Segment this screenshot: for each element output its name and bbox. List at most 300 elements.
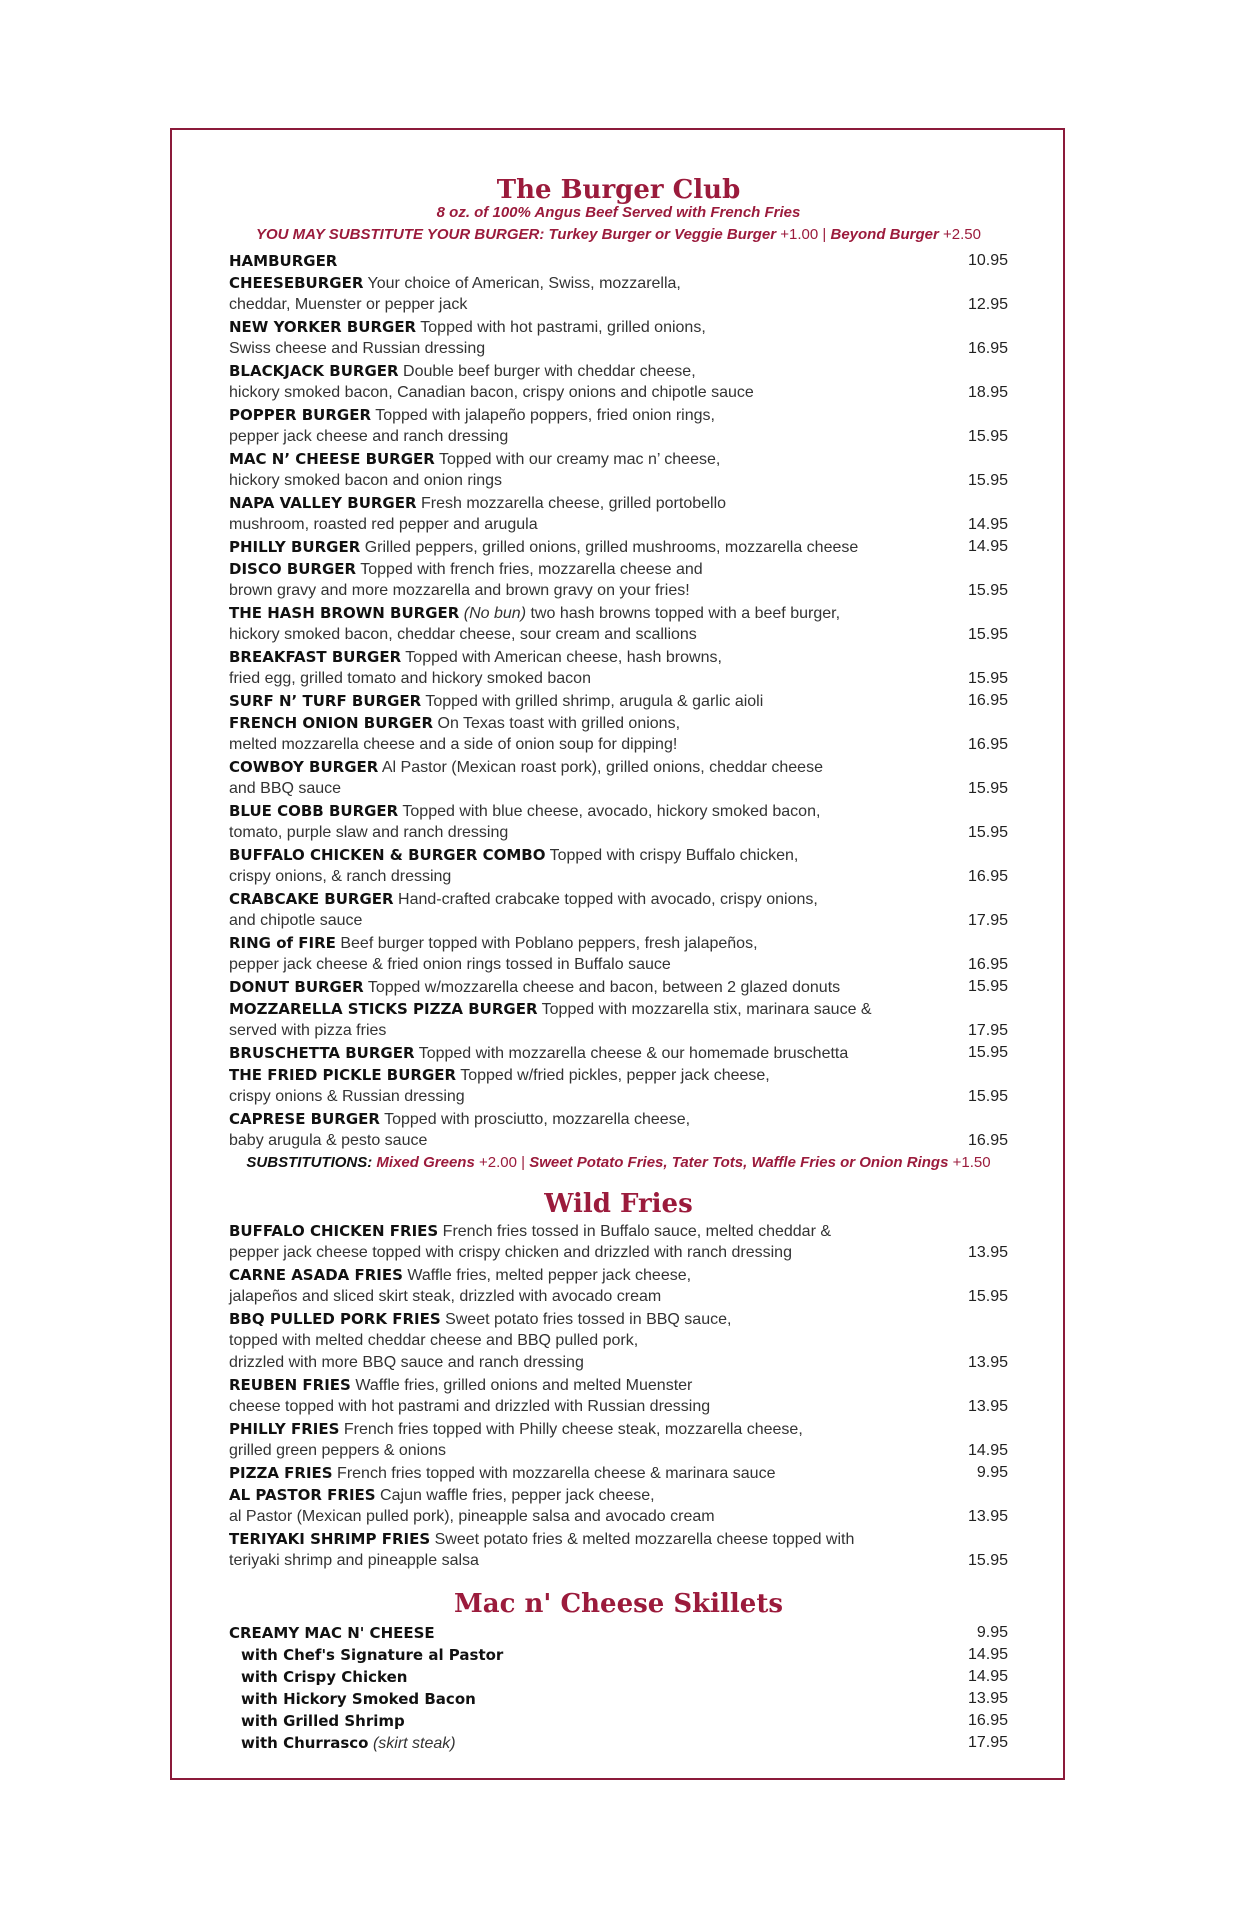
mac-option-text xyxy=(241,1732,456,1755)
fries-price: +1.50 xyxy=(952,1154,991,1171)
menu-item-text xyxy=(229,646,722,669)
menu-item-line xyxy=(229,492,1008,514)
menu-item-desc: mushroom, roasted red pepper and arugula xyxy=(229,516,538,533)
menu-item-price: 15.95 xyxy=(967,428,1008,445)
mac-option-line xyxy=(229,1710,1008,1732)
menu-item-line xyxy=(229,1108,1008,1130)
menu-item-name: HAMBURGER xyxy=(229,252,338,270)
menu-item xyxy=(229,1108,1008,1152)
menu-item-name: CHEESEBURGER xyxy=(229,274,364,292)
menu-item-name: AL PASTOR FRIES xyxy=(229,1486,376,1504)
menu-item-text xyxy=(229,1064,770,1087)
menu-item xyxy=(229,932,1008,976)
menu-item-text xyxy=(229,1330,638,1352)
mac-option-note: (skirt steak) xyxy=(372,1735,456,1752)
menu-item-name: BRUSCHETTA BURGER xyxy=(229,1044,415,1062)
menu-item-text xyxy=(229,602,840,625)
mac-option-text xyxy=(241,1688,476,1711)
menu-item-desc: brown gravy and more mozzarella and brown gravy on your fries! xyxy=(229,582,690,599)
menu-item-text xyxy=(229,1220,831,1243)
menu-item-price: 13.95 xyxy=(967,1354,1008,1371)
menu-item-line xyxy=(229,448,1008,470)
menu-item-text xyxy=(229,250,337,273)
menu-item-price: 16.95 xyxy=(967,1132,1008,1149)
menu-item-name: PHILLY FRIES xyxy=(229,1420,340,1438)
menu-item-price: 15.95 xyxy=(967,582,1008,599)
menu-item-price: 17.95 xyxy=(967,912,1008,929)
menu-item-line xyxy=(229,646,1008,668)
menu-item-name: THE FRIED PICKLE BURGER xyxy=(229,1066,457,1084)
menu-item xyxy=(229,558,1008,602)
menu-item-line xyxy=(229,1418,1008,1440)
menu-item-line xyxy=(229,1550,1008,1572)
mac-option xyxy=(229,1688,1008,1710)
menu-item-text xyxy=(229,272,681,295)
menu-item-line xyxy=(229,602,1008,624)
menu-item-text xyxy=(229,888,818,911)
menu-item xyxy=(229,1308,1008,1374)
menu-item-text xyxy=(229,1440,446,1462)
beyond-price: +2.50 xyxy=(943,226,981,243)
menu-item xyxy=(229,602,1008,646)
menu-item-name: TERIYAKI SHRIMP FRIES xyxy=(229,1530,431,1548)
mac-option-text xyxy=(241,1644,503,1667)
menu-item-text xyxy=(229,1528,854,1551)
menu-item-text xyxy=(229,360,696,383)
menu-item-text xyxy=(229,1242,792,1264)
menu-item xyxy=(229,646,1008,690)
menu-item xyxy=(229,1374,1008,1418)
menu-item-price: 15.95 xyxy=(967,1088,1008,1105)
menu-item-price: 15.95 xyxy=(967,780,1008,797)
menu-item-desc: Fresh mozzarella cheese, grilled portobello xyxy=(416,495,727,512)
menu-item xyxy=(229,1528,1008,1572)
menu-item-line xyxy=(229,822,1008,844)
menu-item-line xyxy=(229,734,1008,756)
menu-item-price: 14.95 xyxy=(967,1442,1008,1459)
menu-item-line xyxy=(229,404,1008,426)
fries-label: Sweet Potato Fries, Tater Tots, Waffle Fries or Onion Rings xyxy=(529,1154,949,1171)
menu-item-text xyxy=(229,1462,775,1485)
menu-item xyxy=(229,360,1008,404)
menu-item-text xyxy=(229,866,451,888)
separator: | xyxy=(521,1154,526,1171)
mac-option-price: 14.95 xyxy=(967,1668,1008,1685)
menu-item xyxy=(229,448,1008,492)
menu-item-price: 16.95 xyxy=(967,956,1008,973)
mac-option-price: 17.95 xyxy=(967,1734,1008,1751)
mac-option-name: with Churrasco xyxy=(241,1734,369,1752)
menu-item-text xyxy=(229,426,508,448)
menu-item-name: RING of FIRE xyxy=(229,934,336,952)
mac-option-name: with Grilled Shrimp xyxy=(241,1712,405,1730)
mac-base-price: 9.95 xyxy=(976,1624,1008,1641)
burger-club-title: The Burger Club xyxy=(496,175,741,205)
menu-item-line xyxy=(229,1528,1008,1550)
menu-item-line xyxy=(229,976,1008,998)
menu-item-line xyxy=(229,954,1008,976)
menu-item-text xyxy=(229,1308,731,1331)
menu-item-text xyxy=(229,668,591,690)
menu-item-text xyxy=(229,382,754,404)
menu-item-line xyxy=(229,1242,1008,1264)
menu-item-line xyxy=(229,316,1008,338)
menu-item-text xyxy=(229,1020,386,1042)
menu-item-name: BBQ PULLED PORK FRIES xyxy=(229,1310,441,1328)
menu-item-text xyxy=(229,1264,691,1287)
menu-item-desc: Topped with hot pastrami, grilled onions, xyxy=(416,319,706,336)
menu-item-desc: French fries tossed in Buffalo sauce, melted cheddar & xyxy=(438,1223,832,1240)
menu-item-text xyxy=(229,1086,465,1108)
menu-item-desc: topped with melted cheddar cheese and BBQ pulled pork, xyxy=(229,1332,639,1349)
menu-item-line xyxy=(229,1020,1008,1042)
menu-item-desc: and BBQ sauce xyxy=(229,780,342,797)
menu-item-name: REUBEN FRIES xyxy=(229,1376,351,1394)
menu-item-desc: hickory smoked bacon, Canadian bacon, crispy onions and chipotle sauce xyxy=(229,384,754,401)
menu-item-line xyxy=(229,932,1008,954)
menu-item xyxy=(229,536,1008,558)
menu-item xyxy=(229,712,1008,756)
menu-item-name: BREAKFAST BURGER xyxy=(229,648,402,666)
menu-item-line xyxy=(229,470,1008,492)
menu-item-text xyxy=(229,712,680,735)
menu-item-desc: Sweet potato fries & melted mozzarella cheese topped with xyxy=(430,1531,855,1548)
menu-item xyxy=(229,888,1008,932)
menu-item xyxy=(229,404,1008,448)
menu-item-price: 10.95 xyxy=(967,252,1008,269)
menu-item-desc: fried egg, grilled tomato and hickory smoked bacon xyxy=(229,670,591,687)
menu-item-desc: French fries topped with Philly cheese steak, mozzarella cheese, xyxy=(339,1421,803,1438)
menu-item-desc: Grilled peppers, grilled onions, grilled mushrooms, mozzarella cheese xyxy=(360,539,859,556)
menu-item-desc: tomato, purple slaw and ranch dressing xyxy=(229,824,509,841)
menu-item-name: CAPRESE BURGER xyxy=(229,1110,380,1128)
menu-item-desc: al Pastor (Mexican pulled pork), pineapple salsa and avocado cream xyxy=(229,1508,715,1525)
mac-option-name: with Crispy Chicken xyxy=(241,1668,408,1686)
menu-item-line xyxy=(229,756,1008,778)
menu-item xyxy=(229,756,1008,800)
menu-item xyxy=(229,250,1008,272)
mac-option-line xyxy=(229,1688,1008,1710)
menu-item-line xyxy=(229,712,1008,734)
menu-item-line xyxy=(229,1264,1008,1286)
menu-item-text xyxy=(229,536,858,559)
mac-option-price: 16.95 xyxy=(967,1712,1008,1729)
menu-item-desc: hickory smoked bacon and onion rings xyxy=(229,472,503,489)
menu-item-name: FRENCH ONION BURGER xyxy=(229,714,434,732)
menu-item-line xyxy=(229,1506,1008,1528)
menu-item-line xyxy=(229,1308,1008,1330)
menu-item-line xyxy=(229,1396,1008,1418)
menu-item xyxy=(229,1220,1008,1264)
menu-item-desc: crispy onions & Russian dressing xyxy=(229,1088,465,1105)
menu-item-text xyxy=(229,294,467,316)
menu-item-name: PIZZA FRIES xyxy=(229,1464,333,1482)
menu-item-name: BUFFALO CHICKEN & BURGER COMBO xyxy=(229,846,546,864)
turkey-price: +1.00 xyxy=(780,226,819,243)
menu-item xyxy=(229,1264,1008,1308)
menu-item-text xyxy=(229,580,690,602)
menu-item-desc: Topped with french fries, mozzarella cheese and xyxy=(356,561,703,578)
menu-item-name: SURF N’ TURF BURGER xyxy=(229,692,422,710)
menu-item-name: BLACKJACK BURGER xyxy=(229,362,399,380)
mac-base-line xyxy=(229,1622,1008,1644)
menu-item-line xyxy=(229,382,1008,404)
menu-item-text xyxy=(229,1352,584,1374)
menu-item xyxy=(229,998,1008,1042)
mac-option-text xyxy=(241,1710,405,1733)
menu-item-text xyxy=(229,800,820,823)
menu-item-text xyxy=(229,338,485,360)
menu-item-desc: Al Pastor (Mexican roast pork), grilled onions, cheddar cheese xyxy=(378,759,823,776)
menu-item-line xyxy=(229,844,1008,866)
menu-item-desc: Double beef burger with cheddar cheese, xyxy=(398,363,696,380)
menu-item-name: BLUE COBB BURGER xyxy=(229,802,399,820)
mac-base-name: CREAMY MAC N' CHEESE xyxy=(229,1624,435,1642)
menu-item-desc: Your choice of American, Swiss, mozzarella, xyxy=(363,275,681,292)
greens-label: Mixed Greens xyxy=(376,1154,475,1171)
menu-item-desc: served with pizza fries xyxy=(229,1022,387,1039)
menu-item-price: 15.95 xyxy=(967,670,1008,687)
menu-item-line xyxy=(229,580,1008,602)
menu-item-line xyxy=(229,998,1008,1020)
menu-item xyxy=(229,1462,1008,1484)
menu-item-text xyxy=(229,1042,848,1065)
mac-base-text xyxy=(229,1622,435,1645)
menu-item-desc: Hand-crafted crabcake topped with avocado, crispy onions, xyxy=(393,891,818,908)
menu-item-name: NAPA VALLEY BURGER xyxy=(229,494,417,512)
menu-item-desc: melted mozzarella cheese and a side of onion soup for dipping! xyxy=(229,736,678,753)
menu-item-name: DONUT BURGER xyxy=(229,978,364,996)
menu-item xyxy=(229,1064,1008,1108)
mac-option xyxy=(229,1666,1008,1688)
mac-option-line xyxy=(229,1666,1008,1688)
greens-price: +2.00 xyxy=(478,1154,517,1171)
menu-item-line xyxy=(229,690,1008,712)
mac-option xyxy=(229,1644,1008,1666)
menu-item-text xyxy=(229,976,840,999)
substitutions-note xyxy=(189,1154,1048,1172)
menu-item-name: DISCO BURGER xyxy=(229,560,357,578)
menu-item-line xyxy=(229,800,1008,822)
wild-fries-title: Wild Fries xyxy=(544,1189,693,1219)
menu-item-name: MAC N’ CHEESE BURGER xyxy=(229,450,435,468)
menu-item-desc: Topped with jalapeño poppers, fried onion rings, xyxy=(371,407,715,424)
menu-item-price: 15.95 xyxy=(967,626,1008,643)
menu-item-line xyxy=(229,624,1008,646)
menu-item-desc: two hash browns topped with a beef burger, xyxy=(526,605,841,622)
menu-item-desc: Waffle fries, melted pepper jack cheese, xyxy=(402,1267,692,1284)
menu-item-text xyxy=(229,492,726,515)
menu-item-line xyxy=(229,338,1008,360)
menu-item-desc: baby arugula & pesto sauce xyxy=(229,1132,428,1149)
menu-item-price: 15.95 xyxy=(967,1288,1008,1305)
menu-item-price: 15.95 xyxy=(967,1044,1008,1061)
menu-item-desc: Topped w/fried pickles, pepper jack cheese, xyxy=(456,1067,770,1084)
menu-item-text xyxy=(229,1374,692,1397)
menu-item-text xyxy=(229,910,362,932)
menu-item-line xyxy=(229,1042,1008,1064)
menu-item-text xyxy=(229,404,715,427)
menu-item-desc: Waffle fries, grilled onions and melted Muenster xyxy=(350,1377,693,1394)
menu-item-line xyxy=(229,866,1008,888)
menu-item-price: 18.95 xyxy=(967,384,1008,401)
menu-item-desc: cheese topped with hot pastrami and drizzled with Russian dressing xyxy=(229,1398,711,1415)
menu-item-desc: Topped with blue cheese, avocado, hickory smoked bacon, xyxy=(398,803,821,820)
menu-item-text xyxy=(229,998,872,1021)
menu-item-desc: Topped with mozzarella cheese & our homemade bruschetta xyxy=(414,1045,849,1062)
mac-option-price: 13.95 xyxy=(967,1690,1008,1707)
menu-item-desc: hickory smoked bacon, cheddar cheese, sour cream and scallions xyxy=(229,626,697,643)
menu-item-name: THE HASH BROWN BURGER xyxy=(229,604,460,622)
menu-item-name: BUFFALO CHICKEN FRIES xyxy=(229,1222,439,1240)
menu-item-line xyxy=(229,558,1008,580)
menu-item-line xyxy=(229,1440,1008,1462)
menu-item-price: 14.95 xyxy=(967,538,1008,555)
menu-item-desc: pepper jack cheese & fried onion rings tossed in Buffalo sauce xyxy=(229,956,671,973)
menu-item-desc: Cajun waffle fries, pepper jack cheese, xyxy=(375,1487,655,1504)
mac-option xyxy=(229,1710,1008,1732)
menu-item-line xyxy=(229,1374,1008,1396)
menu-item-line xyxy=(229,1086,1008,1108)
menu-item-desc: Sweet potato fries tossed in BBQ sauce, xyxy=(440,1311,732,1328)
menu-item-text xyxy=(229,1396,710,1418)
menu-item-desc: Topped with American cheese, hash browns, xyxy=(401,649,722,666)
menu-item-text xyxy=(229,1506,715,1528)
menu-item-line xyxy=(229,272,1008,294)
menu-item-name: NEW YORKER BURGER xyxy=(229,318,417,336)
menu-item-text xyxy=(229,822,508,844)
menu-item xyxy=(229,272,1008,316)
substitute-note xyxy=(189,226,1048,244)
menu-item-desc: Beef burger topped with Poblano peppers, fresh jalapeños, xyxy=(335,935,758,952)
menu-item-line xyxy=(229,1286,1008,1308)
menu-item-line xyxy=(229,514,1008,536)
menu-item-text xyxy=(229,1418,803,1441)
menu-item-name: POPPER BURGER xyxy=(229,406,372,424)
menu-item-price: 12.95 xyxy=(967,296,1008,313)
menu-item-price: 17.95 xyxy=(967,1022,1008,1039)
menu-item-price: 16.95 xyxy=(967,692,1008,709)
menu-item xyxy=(229,316,1008,360)
menu-item-name: CARNE ASADA FRIES xyxy=(229,1266,403,1284)
menu-item-line xyxy=(229,1220,1008,1242)
menu-item-desc: On Texas toast with grilled onions, xyxy=(433,715,681,732)
menu-item-text xyxy=(229,844,798,867)
separator: | xyxy=(822,226,827,243)
menu-item xyxy=(229,1042,1008,1064)
menu-item xyxy=(229,1418,1008,1462)
menu-item-text xyxy=(229,470,502,492)
menu-item-line xyxy=(229,1462,1008,1484)
menu-item-text xyxy=(229,1108,690,1131)
menu-item-desc: drizzled with more BBQ sauce and ranch dressing xyxy=(229,1354,584,1371)
menu-item xyxy=(229,492,1008,536)
menu-item-price: 15.95 xyxy=(967,472,1008,489)
menu-item-desc: and chipotle sauce xyxy=(229,912,363,929)
menu-item-price: 16.95 xyxy=(967,736,1008,753)
menu-item-price: 15.95 xyxy=(967,978,1008,995)
menu-item-price: 16.95 xyxy=(967,340,1008,357)
menu-item-text xyxy=(229,1130,427,1152)
substitutions-label: SUBSTITUTIONS: xyxy=(246,1154,373,1171)
menu-item-price: 13.95 xyxy=(967,1398,1008,1415)
mac-option-text xyxy=(241,1666,407,1689)
burger-club-subtitle: 8 oz. of 100% Angus Beef Served with French Fries xyxy=(436,204,801,221)
menu-item-desc: teriyaki shrimp and pineapple salsa xyxy=(229,1552,479,1569)
menu-item-text xyxy=(229,1550,479,1572)
beyond-label: Beyond Burger xyxy=(830,226,939,243)
menu-item-desc: crispy onions, & ranch dressing xyxy=(229,868,452,885)
menu-item-price: 15.95 xyxy=(967,824,1008,841)
menu-item-text xyxy=(229,954,671,976)
menu-item-price: 16.95 xyxy=(967,868,1008,885)
menu-item-text xyxy=(229,448,720,471)
menu-item-line xyxy=(229,1352,1008,1374)
menu-item xyxy=(229,844,1008,888)
menu-item-price: 15.95 xyxy=(967,1552,1008,1569)
mac-option-name: with Hickory Smoked Bacon xyxy=(241,1690,476,1708)
menu-item-price: 14.95 xyxy=(967,516,1008,533)
menu-item-desc: French fries topped with mozzarella cheese & marinara sauce xyxy=(332,1465,776,1482)
menu-item-name: MOZZARELLA STICKS PIZZA BURGER xyxy=(229,1000,538,1018)
mac-skillets-title: Mac n' Cheese Skillets xyxy=(454,1589,783,1619)
menu-item-line xyxy=(229,910,1008,932)
menu-item-desc: Topped with grilled shrimp, arugula & garlic aioli xyxy=(421,693,764,710)
menu-item-line xyxy=(229,668,1008,690)
menu-item xyxy=(229,800,1008,844)
menu-item-line xyxy=(229,1130,1008,1152)
menu-item-desc: Swiss cheese and Russian dressing xyxy=(229,340,486,357)
menu-item-price: 9.95 xyxy=(976,1464,1008,1481)
menu-item-desc: pepper jack cheese topped with crispy chicken and drizzled with ranch dressing xyxy=(229,1244,792,1261)
menu-item-line xyxy=(229,294,1008,316)
menu-item-desc: Topped with crispy Buffalo chicken, xyxy=(545,847,799,864)
menu-item-line xyxy=(229,1064,1008,1086)
menu-item-text xyxy=(229,690,763,713)
menu-item-price: 13.95 xyxy=(967,1508,1008,1525)
menu-item-name: COWBOY BURGER xyxy=(229,758,379,776)
menu-item xyxy=(229,1484,1008,1528)
menu-item-name: PHILLY BURGER xyxy=(229,538,361,556)
menu-item-price: 13.95 xyxy=(967,1244,1008,1261)
menu-item-text xyxy=(229,932,758,955)
menu-item-desc: jalapeños and sliced skirt steak, drizzled with avocado cream xyxy=(229,1288,662,1305)
menu-item-text xyxy=(229,756,823,779)
menu-item-line xyxy=(229,360,1008,382)
menu-item-text xyxy=(229,778,341,800)
mac-option-line xyxy=(229,1644,1008,1666)
menu-item-text xyxy=(229,1286,661,1308)
mac-option-name: with Chef's Signature al Pastor xyxy=(241,1646,504,1664)
menu-item-desc: pepper jack cheese and ranch dressing xyxy=(229,428,509,445)
menu-item-text xyxy=(229,624,697,646)
menu-item-text xyxy=(229,558,703,581)
menu-item-text xyxy=(229,734,677,756)
menu-item-desc: grilled green peppers & onions xyxy=(229,1442,447,1459)
mac-option-price: 14.95 xyxy=(967,1646,1008,1663)
menu-item-line xyxy=(229,778,1008,800)
menu-item-desc: Topped with mozzarella stix, marinara sauce & xyxy=(537,1001,872,1018)
mac-option-line xyxy=(229,1732,1008,1754)
menu-item-line xyxy=(229,1484,1008,1506)
menu-item-text xyxy=(229,316,706,339)
menu-item-desc: Topped w/mozzarella cheese and bacon, between 2 glazed donuts xyxy=(363,979,841,996)
menu-item-line xyxy=(229,1330,1008,1352)
menu-item-line xyxy=(229,250,1008,272)
menu-item-desc: Topped with our creamy mac n’ cheese, xyxy=(434,451,721,468)
menu-item-line xyxy=(229,888,1008,910)
menu-item-desc: cheddar, Muenster or pepper jack xyxy=(229,296,468,313)
